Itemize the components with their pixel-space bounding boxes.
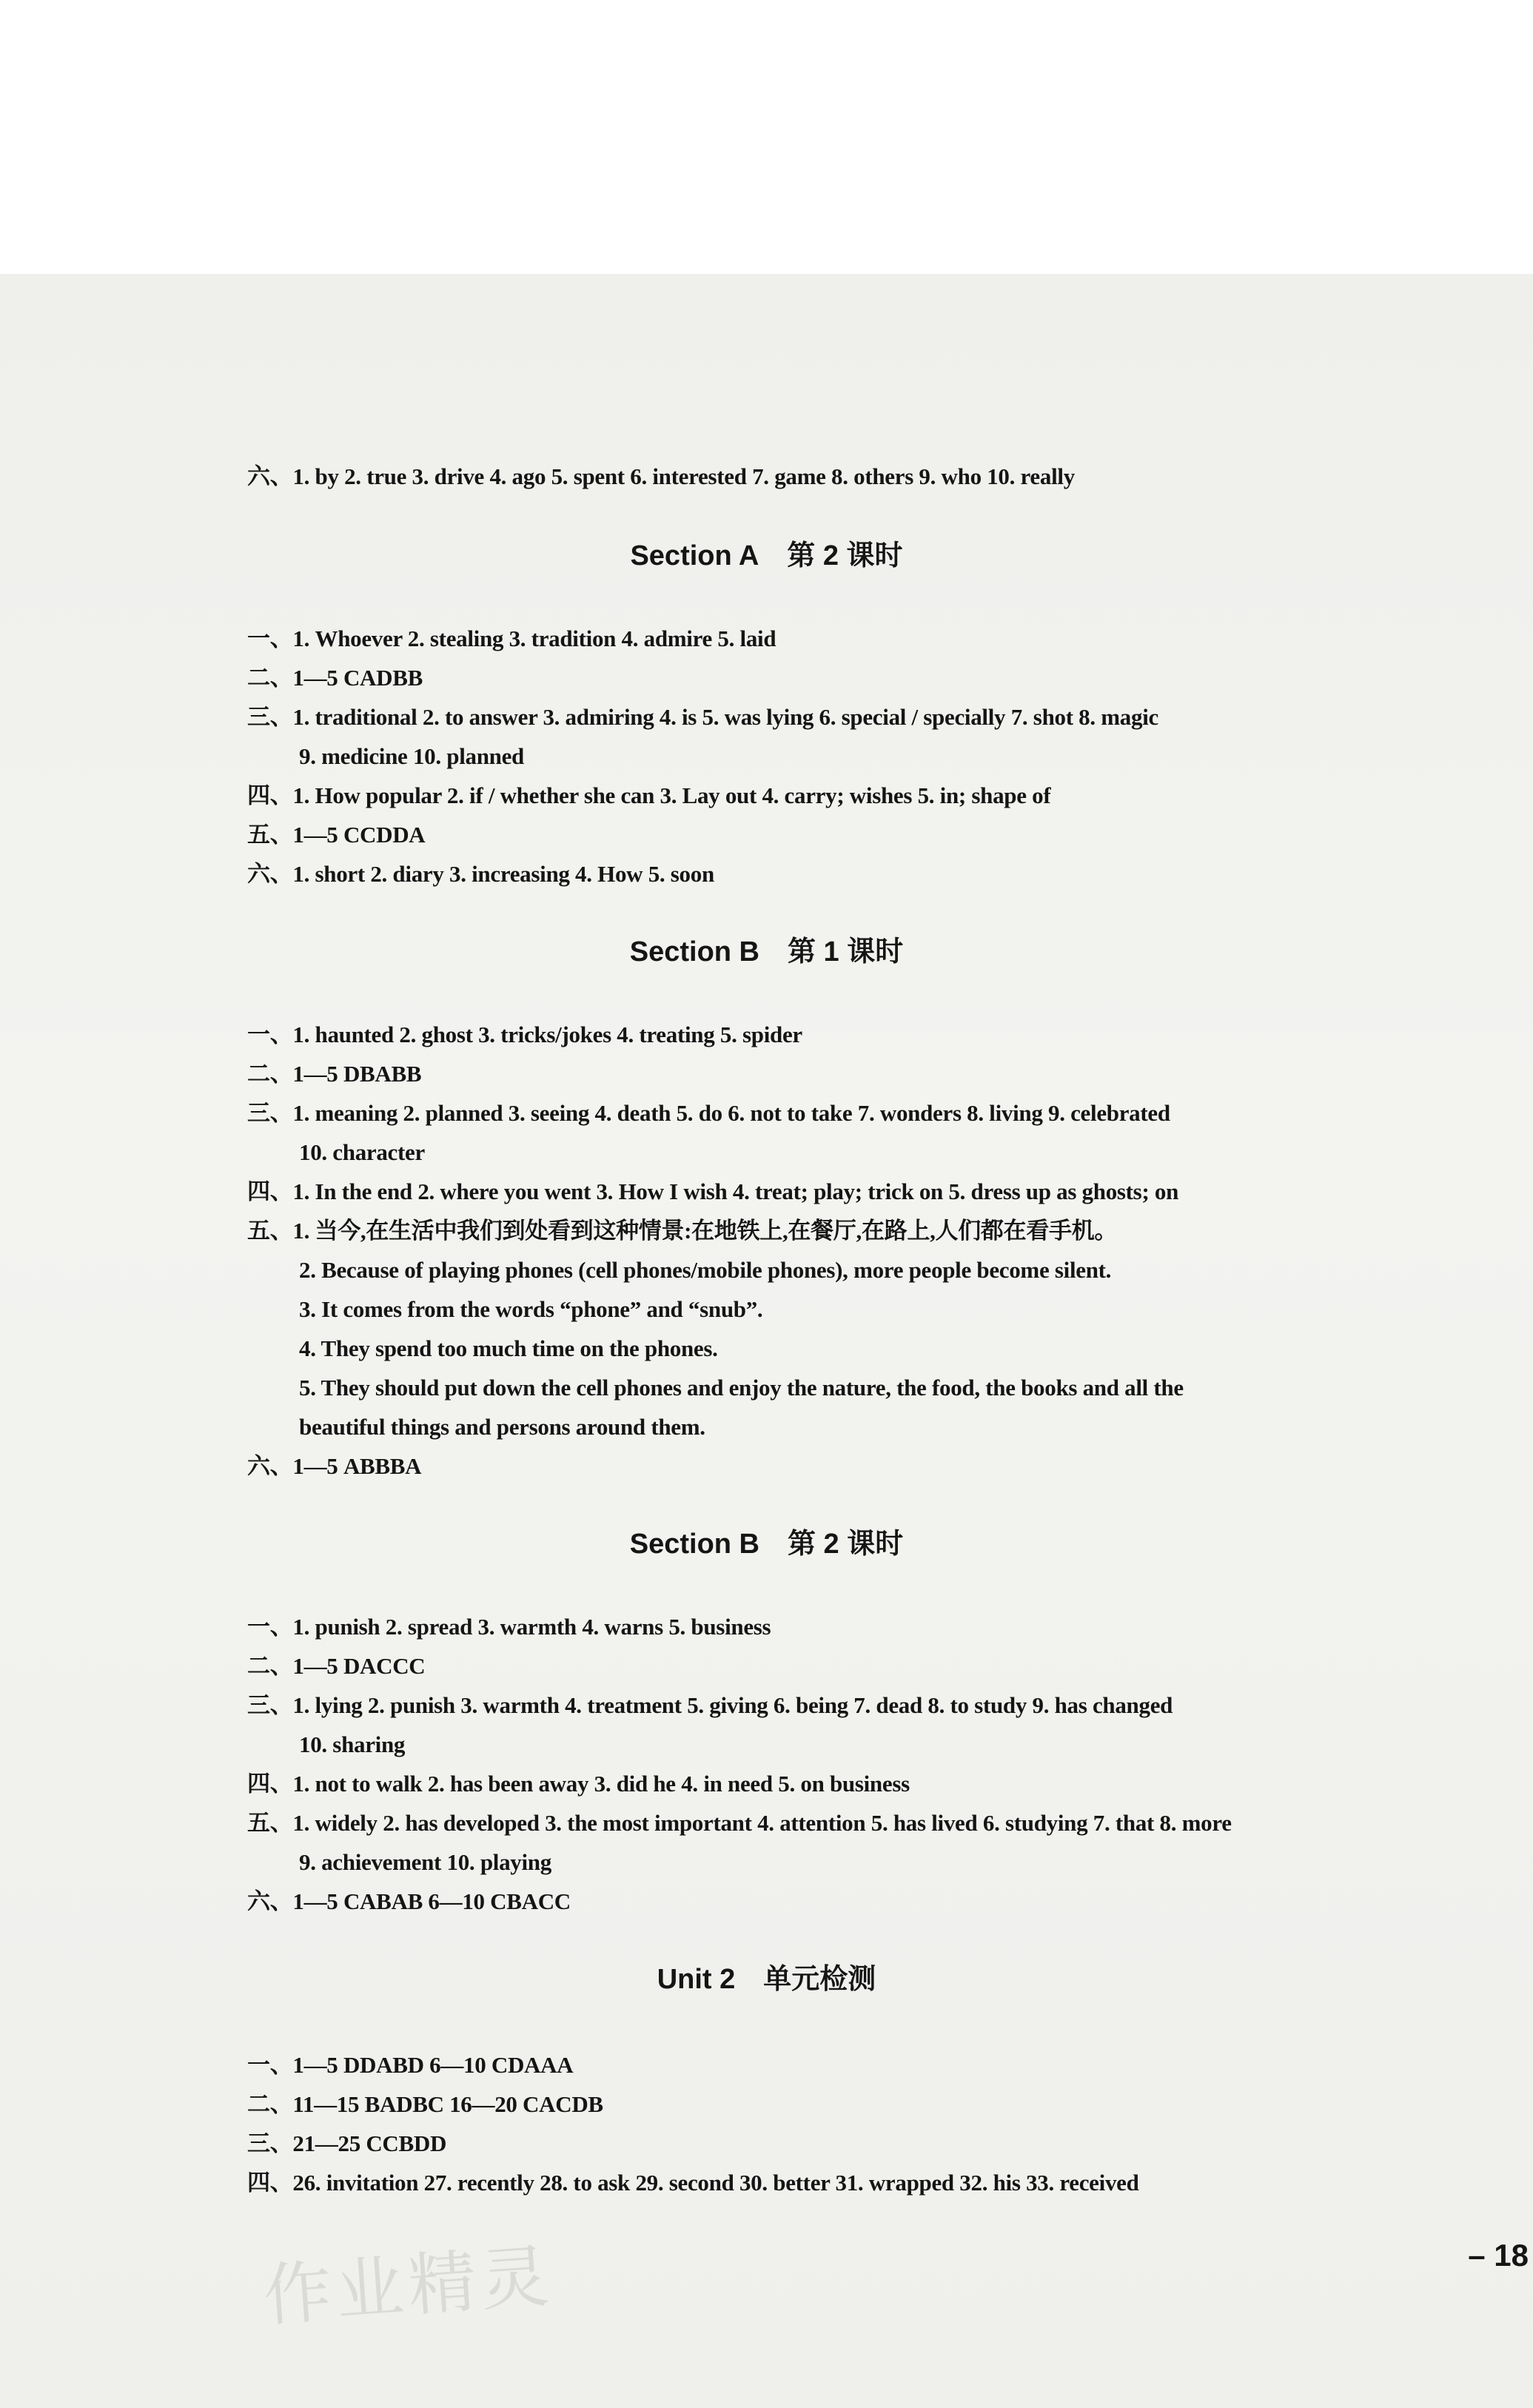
answer-line: 一、1. Whoever 2. stealing 3. tradition 4. admire 5. laid: [247, 626, 776, 651]
answer-line: 六、1. short 2. diary 3. increasing 4. How 5. soon: [247, 861, 714, 887]
answer-line: 五、1. widely 2. has developed 3. the most important 4. attention 5. has lived 6. studying 7. that 8. more: [247, 1810, 1232, 1836]
answer-line: 六、1—5 ABBBA: [247, 1453, 422, 1479]
unit-label: Unit 2: [657, 1964, 736, 1995]
answer-line: 5. They should put down the cell phones and enjoy the nature, the food, the books and all the: [299, 1375, 1184, 1401]
answer-line: 五、1—5 CCDDA: [247, 822, 426, 848]
section-label: Section B: [629, 1529, 759, 1560]
answer-line: 二、1—5 DACCC: [247, 1653, 426, 1679]
answer-line: 三、1. meaning 2. planned 3. seeing 4. death 5. do 6. not to take 7. wonders 8. living 9. celebrated: [247, 1100, 1170, 1126]
answer-line: 9. medicine 10. planned: [299, 743, 524, 769]
lesson-label: 第 2 课时: [787, 540, 903, 571]
unit-heading: [0, 1962, 1533, 1997]
page-number: – 18: [1468, 2238, 1529, 2273]
section-heading-b2: [0, 1526, 1533, 1562]
watermark: 作业精灵: [261, 2236, 556, 2336]
answer-line: 三、21—25 CCBDD: [247, 2130, 447, 2156]
answer-line: 2. Because of playing phones (cell phones/mobile phones), more people become silent.: [299, 1257, 1112, 1283]
section-heading-b1: [0, 934, 1533, 970]
answer-line: 三、1. lying 2. punish 3. warmth 4. treatment 5. giving 6. being 7. dead 8. to study 9. has changed: [247, 1692, 1173, 1718]
answer-line: 二、11—15 BADBC 16—20 CACDB: [247, 2091, 603, 2117]
answer-line: 10. sharing: [299, 1731, 406, 1757]
answer-line: 10. character: [299, 1139, 425, 1165]
answer-line: beautiful things and persons around them.: [299, 1414, 705, 1440]
answer-line: 4. They spend too much time on the phones.: [299, 1335, 718, 1361]
section-label: Section A: [630, 540, 759, 571]
answer-line: 一、1. haunted 2. ghost 3. tricks/jokes 4. treating 5. spider: [247, 1022, 802, 1047]
answer-line: 六、1. by 2. true 3. drive 4. ago 5. spent 6. interested 7. game 8. others 9. who 10. really: [247, 463, 1075, 489]
answer-line: 四、1. In the end 2. where you went 3. How I wish 4. treat; play; trick on 5. dress up as ghosts; on: [247, 1178, 1179, 1204]
answer-line: 三、1. traditional 2. to answer 3. admiring 4. is 5. was lying 6. special / specially 7. shot 8. magic: [247, 704, 1158, 730]
answer-line: 四、26. invitation 27. recently 28. to ask 29. second 30. better 31. wrapped 32. his 33. received: [247, 2170, 1139, 2196]
answer-line: 一、1. punish 2. spread 3. warmth 4. warns 5. business: [247, 1614, 771, 1640]
answer-line: 二、1—5 CADBB: [247, 665, 423, 691]
answer-line: 四、1. How popular 2. if / whether she can 3. Lay out 4. carry; wishes 5. in; shape of: [247, 782, 1051, 808]
answer-line: 五、1. 当今,在生活中我们到处看到这种情景:在地铁上,在餐厅,在路上,人们都在看手机。: [247, 1218, 1118, 1244]
lesson-label: 第 2 课时: [788, 1529, 904, 1560]
answer-line: 四、1. not to walk 2. has been away 3. did he 4. in need 5. on business: [247, 1771, 910, 1797]
answer-line: 六、1—5 CABAB 6—10 CBACC: [247, 1888, 571, 1914]
answer-line: 3. It comes from the words “phone” and “snub”.: [299, 1296, 763, 1322]
answer-line: 二、1—5 DBABB: [247, 1061, 422, 1087]
answer-line: 一、1—5 DDABD 6—10 CDAAA: [247, 2052, 574, 2078]
answer-line: 9. achievement 10. playing: [299, 1849, 551, 1875]
lesson-label: 第 1 课时: [788, 936, 904, 967]
section-label: Section B: [629, 936, 759, 967]
section-heading-a2: [0, 538, 1533, 574]
test-label: 单元检测: [763, 1964, 876, 1995]
